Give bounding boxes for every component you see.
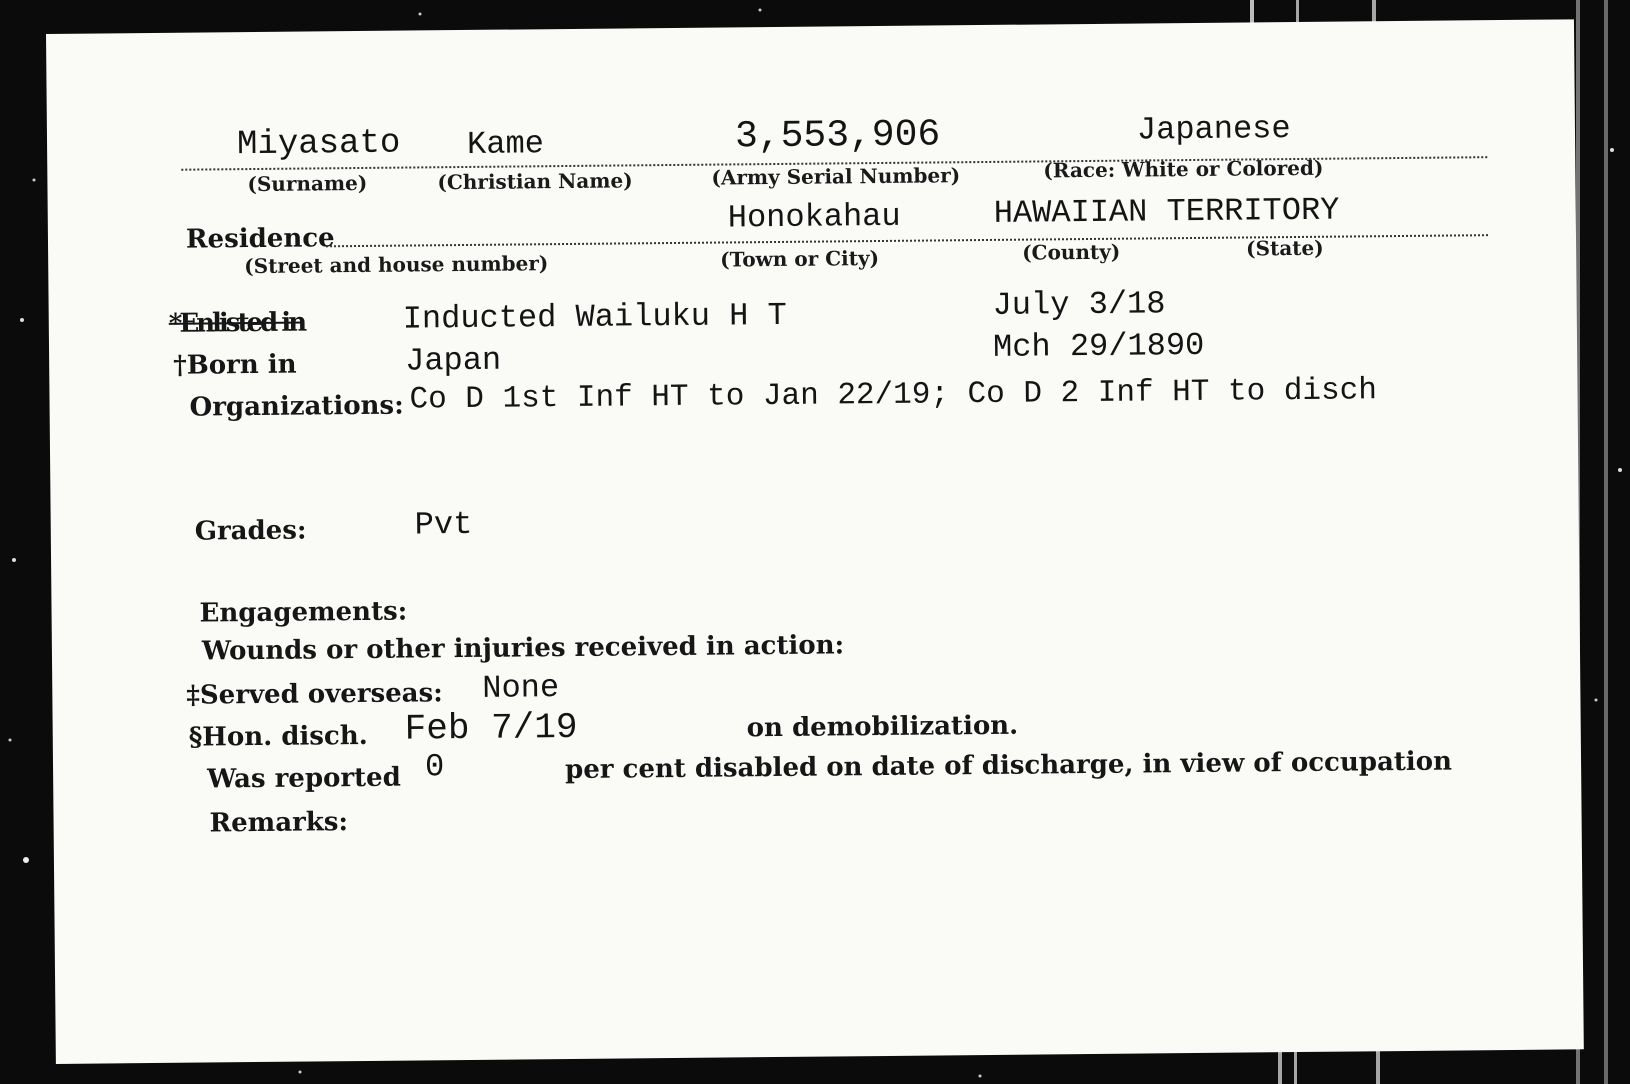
enlisted-label: *Enlisted in [168,307,305,339]
serial-number-value: 3,553,906 [734,113,941,159]
town-caption: (Town or City) [720,246,880,272]
residence-label: Residence [185,223,335,255]
grades-value: Pvt [414,505,473,544]
discharge-date-value: Feb 7/19 [404,706,578,750]
engagements-label: Engagements: [199,596,408,629]
christian-name-caption: (Christian Name) [437,168,633,195]
grades-label: Grades: [194,515,307,547]
remarks-label: Remarks: [209,807,349,839]
born-date-value: Mch 29/1890 [992,326,1205,366]
wounds-label: Wounds or other injuries received in action: [201,630,845,667]
county-caption: (County) [1022,239,1121,265]
enlisted-detail-value: Inducted Wailuku H T [402,296,787,338]
served-overseas-value: None [482,669,560,707]
serial-number-caption: (Army Serial Number) [711,163,961,190]
town-value: Honokahau [727,197,901,237]
state-caption: (State) [1245,235,1324,261]
service-record-card [46,19,1584,1064]
race-value: Japanese [1136,110,1291,149]
served-overseas-label: ‡Served overseas: [186,678,443,711]
christian-name-value: Kame [466,125,545,163]
born-place-value: Japan [404,341,502,380]
state-value: HAWAIIAN TERRITORY [993,191,1340,232]
organizations-value: Co D 1st Inf HT to Jan 22/19; Co D 2 Inf HT to disch [409,373,1378,418]
born-label: †Born in [173,349,297,381]
was-reported-label: Was reported [207,762,401,795]
enlisted-date-value: July 3/18 [992,285,1166,324]
race-caption: (Race: White or Colored) [1043,155,1324,183]
discharge-reason: on demobilization. [746,710,1019,744]
honorable-discharge-label: §Hon. disch. [188,720,368,753]
street-caption: (Street and house number) [244,251,549,279]
surname-value: Miyasato [236,124,401,165]
organizations-label: Organizations: [189,390,404,423]
surname-caption: (Surname) [247,170,368,197]
disability-text: per cent disabled on date of discharge, in view of occupation [564,746,1453,786]
disability-percent-value: 0 [424,748,445,786]
